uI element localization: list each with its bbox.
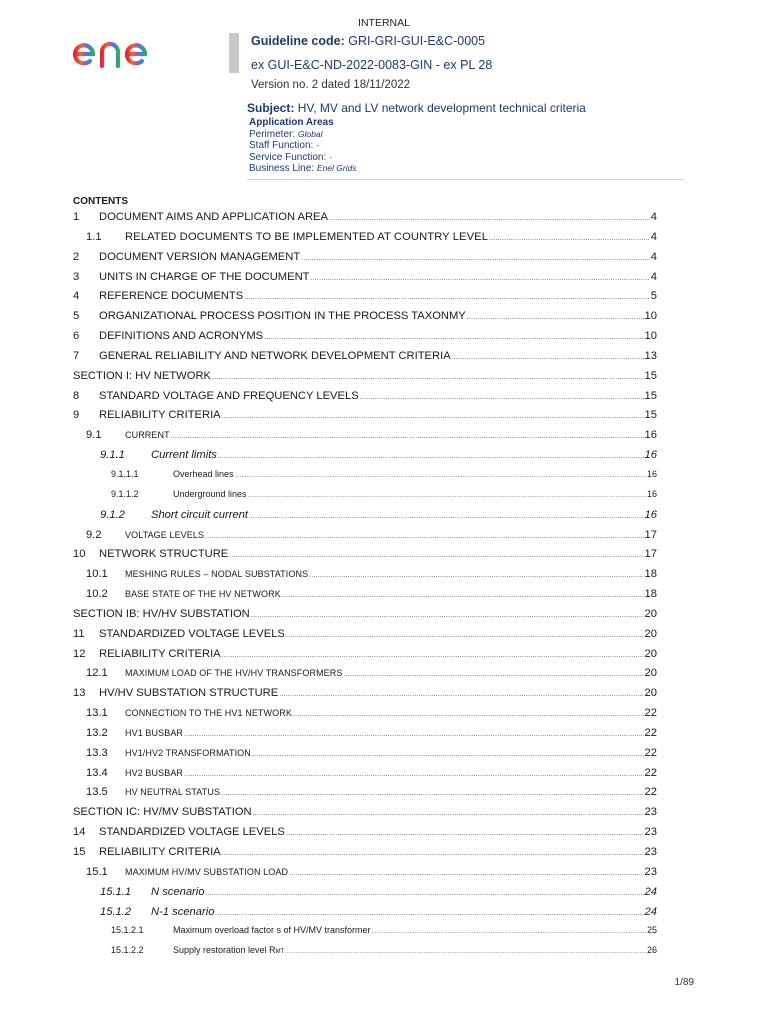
toc-entry-title: SECTION IB: HV/HV SUBSTATION bbox=[73, 607, 250, 620]
toc-leader-dots bbox=[289, 870, 643, 877]
toc-entry-title: NETWORK STRUCTURE bbox=[99, 548, 229, 561]
toc-entry-page: 15 bbox=[644, 409, 657, 422]
toc-entry-number: 13.2 bbox=[86, 726, 108, 739]
toc-entry-page: 24 bbox=[644, 905, 657, 918]
toc-entry-page: 10 bbox=[644, 330, 657, 343]
toc-entry[interactable] bbox=[73, 469, 657, 489]
toc-entry-number: 10.2 bbox=[86, 588, 108, 601]
toc-leader-dots bbox=[218, 453, 644, 460]
toc-entry-page: 4 bbox=[650, 270, 657, 283]
toc-entry-number: 9 bbox=[73, 409, 80, 422]
toc-entry-page: 20 bbox=[644, 607, 657, 620]
toc-leader-dots bbox=[309, 572, 643, 579]
toc-entry-title: HV2 BUSBAR bbox=[125, 767, 184, 778]
toc-entry-number: 12 bbox=[73, 647, 86, 660]
toc-leader-dots bbox=[282, 592, 644, 599]
toc-entry-title: STANDARD VOLTAGE AND FREQUENCY LEVELS bbox=[99, 389, 359, 402]
toc-entry[interactable] bbox=[73, 886, 657, 906]
toc-leader-dots bbox=[329, 215, 650, 222]
subject-line: Subject: HV, MV and LV network development technical criteria bbox=[247, 101, 586, 115]
toc-entry-page: 20 bbox=[644, 647, 657, 660]
toc-entry[interactable] bbox=[73, 786, 657, 806]
classification-label: INTERNAL bbox=[358, 17, 410, 29]
toc-entry-title: CONNECTION TO THE HV1 NETWORK bbox=[125, 708, 292, 719]
toc-entry[interactable] bbox=[73, 429, 657, 449]
toc-entry-number: 9.1.1.2 bbox=[111, 488, 139, 499]
toc-entry[interactable] bbox=[73, 945, 657, 965]
toc-entry-number: 5 bbox=[73, 310, 80, 323]
toc-entry-title: STANDARDIZED VOLTAGE LEVELS bbox=[99, 627, 285, 640]
toc-entry-page: 25 bbox=[646, 925, 657, 936]
toc-leader-dots bbox=[244, 294, 650, 301]
toc-entry-title: SECTION I: HV NETWORK bbox=[73, 369, 211, 382]
toc-entry-number: 9.1 bbox=[86, 429, 102, 442]
toc-entry-title: Underground lines bbox=[173, 488, 247, 499]
service-function-line: Service Function: - bbox=[249, 151, 332, 163]
toc-leader-dots bbox=[171, 433, 644, 440]
toc-entry-title: RELIABILITY CRITERIA bbox=[99, 409, 221, 422]
toc-leader-dots bbox=[248, 493, 646, 499]
toc-leader-dots bbox=[222, 413, 644, 420]
page-number: 1/89 bbox=[674, 977, 694, 988]
toc-entry[interactable] bbox=[73, 568, 657, 588]
toc-entry-page: 22 bbox=[644, 786, 657, 799]
toc-leader-dots bbox=[184, 731, 644, 738]
toc-entry[interactable] bbox=[73, 489, 657, 509]
toc-entry[interactable] bbox=[73, 806, 657, 826]
toc-entry-title: SECTION IC: HV/MV SUBSTATION bbox=[73, 806, 252, 819]
toc-entry-number: 15.1.2.2 bbox=[111, 945, 144, 956]
toc-entry-page: 16 bbox=[644, 508, 657, 521]
toc-entry-number: 13.5 bbox=[86, 786, 108, 799]
toc-entry-number: 9.1.1 bbox=[100, 449, 125, 462]
toc-entry-number: 9.1.1.1 bbox=[111, 468, 139, 479]
toc-entry-page: 4 bbox=[650, 250, 657, 263]
toc-leader-dots bbox=[235, 473, 646, 479]
toc-entry-number: 6 bbox=[73, 330, 80, 343]
toc-entry-page: 4 bbox=[650, 211, 657, 223]
toc-entry[interactable] bbox=[73, 310, 657, 330]
toc-entry-page: 18 bbox=[644, 588, 657, 601]
header-divider bbox=[247, 179, 685, 180]
toc-leader-dots bbox=[279, 691, 643, 698]
toc-entry[interactable] bbox=[73, 687, 657, 707]
toc-entry-page: 22 bbox=[644, 726, 657, 739]
toc-entry-title: CURRENT bbox=[125, 430, 170, 441]
toc-entry-title: STANDARDIZED VOLTAGE LEVELS bbox=[99, 826, 285, 839]
toc-entry[interactable] bbox=[73, 390, 657, 410]
toc-leader-dots bbox=[222, 652, 644, 659]
toc-leader-dots bbox=[249, 513, 644, 520]
toc-leader-dots bbox=[452, 354, 644, 361]
toc-entry[interactable] bbox=[73, 449, 657, 469]
toc-entry-page: 17 bbox=[644, 528, 657, 541]
toc-entry-title: RELATED DOCUMENTS TO BE IMPLEMENTED AT COUNTRY LEVEL bbox=[125, 230, 489, 243]
toc-entry-number: 7 bbox=[73, 349, 80, 362]
toc-entry-number: 11 bbox=[73, 627, 85, 640]
toc-entry-title: MAXIMUM HV/MV SUBSTATION LOAD bbox=[125, 866, 289, 877]
toc-entry[interactable] bbox=[73, 231, 657, 251]
svg-text:enel: enel bbox=[72, 30, 74, 31]
toc-entry-number: 4 bbox=[73, 290, 80, 303]
toc-leader-dots bbox=[215, 910, 643, 917]
toc-entry[interactable] bbox=[73, 648, 657, 668]
toc-entry-page: 26 bbox=[646, 945, 657, 956]
toc-entry-number: 10 bbox=[73, 548, 86, 561]
toc-entry[interactable] bbox=[73, 866, 657, 886]
toc-leader-dots bbox=[360, 394, 644, 401]
toc-entry-title: MAXIMUM LOAD OF THE HV/HV TRANSFORMERS bbox=[125, 668, 343, 679]
header-accent-bar bbox=[229, 33, 239, 73]
toc-entry[interactable] bbox=[73, 906, 657, 926]
toc-entry-page: 23 bbox=[644, 826, 657, 839]
toc-entry-title: ORGANIZATIONAL PROCESS POSITION IN THE PROCESS TAXONMY bbox=[99, 310, 466, 323]
toc-entry-title: RELIABILITY CRITERIA bbox=[99, 846, 221, 858]
toc-entry[interactable] bbox=[73, 548, 657, 568]
toc-leader-dots bbox=[301, 255, 650, 262]
toc-entry-page: 20 bbox=[644, 667, 657, 680]
toc-entry-number: 15.1.2 bbox=[100, 905, 132, 918]
toc-entry-title: GENERAL RELIABILITY AND NETWORK DEVELOPMENT CRITERIA bbox=[99, 349, 451, 362]
toc-entry-page: 23 bbox=[644, 865, 657, 878]
toc-leader-dots bbox=[344, 671, 644, 678]
toc-leader-dots bbox=[293, 711, 644, 718]
toc-entry-number: 15 bbox=[73, 846, 86, 858]
table-of-contents bbox=[73, 211, 657, 965]
toc-leader-dots bbox=[251, 612, 644, 619]
toc-entry[interactable] bbox=[73, 925, 657, 945]
toc-entry-number: 12.1 bbox=[86, 667, 108, 680]
toc-entry-number: 15.1.1 bbox=[100, 885, 132, 898]
toc-entry[interactable] bbox=[73, 588, 657, 608]
toc-entry[interactable] bbox=[73, 767, 657, 787]
toc-leader-dots bbox=[285, 949, 646, 955]
toc-leader-dots bbox=[229, 552, 643, 559]
toc-entry-title: Overhead lines bbox=[173, 468, 234, 479]
toc-entry-title: REFERENCE DOCUMENTS bbox=[99, 290, 244, 303]
toc-leader-dots bbox=[205, 890, 643, 897]
toc-entry-page: 23 bbox=[644, 846, 657, 858]
toc-entry-page: 24 bbox=[644, 885, 657, 898]
contents-heading: CONTENTS bbox=[73, 196, 128, 207]
toc-entry[interactable] bbox=[73, 846, 657, 866]
toc-leader-dots bbox=[252, 751, 644, 758]
enel-logo bbox=[72, 30, 184, 70]
toc-entry[interactable] bbox=[73, 608, 657, 628]
toc-entry-page: 16 bbox=[644, 449, 657, 462]
toc-entry-title: N-1 scenario bbox=[151, 905, 215, 918]
toc-entry[interactable] bbox=[73, 628, 657, 648]
toc-entry-page: 16 bbox=[646, 488, 657, 499]
toc-entry-number: 13 bbox=[73, 687, 86, 700]
toc-leader-dots bbox=[222, 850, 644, 857]
toc-entry[interactable] bbox=[73, 251, 657, 271]
toc-entry[interactable] bbox=[73, 747, 657, 767]
toc-leader-dots bbox=[286, 632, 644, 639]
toc-entry-page: 20 bbox=[644, 627, 657, 640]
toc-entry[interactable] bbox=[73, 826, 657, 846]
toc-entry-number: 13.3 bbox=[86, 746, 108, 759]
business-line: Business Line: Enel Grids bbox=[249, 163, 357, 174]
toc-entry-page: 5 bbox=[650, 290, 657, 303]
toc-leader-dots bbox=[221, 790, 644, 797]
toc-entry-page: 4 bbox=[650, 230, 657, 243]
toc-entry[interactable] bbox=[73, 330, 657, 350]
toc-entry-title: Short circuit current bbox=[151, 508, 248, 521]
toc-entry-title: HV1/HV2 TRANSFORMATION bbox=[125, 747, 251, 758]
toc-entry[interactable] bbox=[73, 667, 657, 687]
toc-leader-dots bbox=[489, 235, 650, 242]
toc-entry-number: 13.1 bbox=[86, 707, 108, 720]
toc-entry-title: Maximum overload factor s of HV/MV transformer bbox=[173, 925, 371, 936]
toc-entry[interactable] bbox=[73, 529, 657, 549]
toc-entry-title: VOLTAGE LEVELS bbox=[125, 529, 205, 540]
toc-entry-number: 13.4 bbox=[86, 766, 108, 779]
toc-entry-number: 8 bbox=[73, 389, 80, 402]
toc-leader-dots bbox=[264, 334, 643, 341]
toc-entry-page: 16 bbox=[644, 429, 657, 442]
toc-entry-number: 14 bbox=[73, 826, 86, 839]
toc-entry-page: 22 bbox=[644, 707, 657, 720]
toc-entry-number: 9.2 bbox=[86, 528, 102, 541]
application-areas-title: Application Areas bbox=[249, 117, 334, 128]
previous-code: ex GUI-E&C-ND-2022-0083-GIN - ex PL 28 bbox=[251, 58, 493, 72]
toc-entry-page: 22 bbox=[644, 766, 657, 779]
toc-entry[interactable] bbox=[73, 727, 657, 747]
toc-entry[interactable] bbox=[73, 350, 657, 370]
toc-entry-title: DEFINITIONS AND ACRONYMS bbox=[99, 330, 264, 343]
toc-entry-title: DOCUMENT VERSION MANAGEMENT bbox=[99, 250, 301, 263]
toc-entry[interactable] bbox=[73, 211, 657, 231]
toc-entry-title: HV/HV SUBSTATION STRUCTURE bbox=[99, 687, 279, 700]
toc-leader-dots bbox=[372, 929, 646, 935]
perimeter-line: Perimeter: Global bbox=[249, 128, 323, 140]
toc-leader-dots bbox=[205, 533, 643, 540]
toc-entry-title: HV1 BUSBAR bbox=[125, 727, 184, 738]
toc-leader-dots bbox=[212, 374, 644, 381]
toc-entry[interactable] bbox=[73, 290, 657, 310]
toc-entry-page: 16 bbox=[646, 468, 657, 479]
toc-entry-page: 18 bbox=[644, 568, 657, 581]
toc-entry-page: 20 bbox=[644, 687, 657, 700]
toc-entry-title: MESHING RULES – NODAL SUBSTATIONS bbox=[125, 569, 309, 580]
toc-entry[interactable] bbox=[73, 370, 657, 390]
toc-entry-title: UNITS IN CHARGE OF THE DOCUMENT bbox=[99, 270, 310, 283]
toc-entry-subscript: MT bbox=[275, 949, 285, 956]
toc-entry-page: 10 bbox=[644, 310, 657, 323]
toc-leader-dots bbox=[184, 771, 644, 778]
toc-entry[interactable] bbox=[73, 409, 657, 429]
toc-entry-page: 13 bbox=[644, 349, 657, 362]
toc-leader-dots bbox=[311, 275, 650, 282]
toc-leader-dots bbox=[253, 810, 644, 817]
toc-entry-title: N scenario bbox=[151, 885, 205, 898]
toc-entry-number: 3 bbox=[73, 270, 80, 283]
toc-entry-number: 10.1 bbox=[86, 568, 108, 581]
toc-entry-page: 17 bbox=[644, 548, 657, 561]
toc-entry-page: 15 bbox=[644, 369, 657, 382]
toc-entry[interactable] bbox=[73, 271, 657, 291]
toc-entry-page: 15 bbox=[644, 389, 657, 402]
guideline-code: Guideline code: GRI-GRI-GUI-E&C-0005 bbox=[251, 34, 486, 48]
toc-entry-title: RELIABILITY CRITERIA bbox=[99, 647, 221, 660]
toc-entry-title: BASE STATE OF THE HV NETWORK bbox=[125, 589, 281, 600]
version-line: Version no. 2 dated 18/11/2022 bbox=[251, 79, 411, 91]
application-areas bbox=[249, 117, 357, 175]
toc-entry-number: 1.1 bbox=[86, 230, 102, 243]
toc-entry-title: Supply restoration level R bbox=[173, 945, 276, 956]
toc-entry-number: 15.1.2.1 bbox=[111, 925, 144, 936]
staff-function-line: Staff Function: - bbox=[249, 140, 319, 151]
toc-entry-number: 1 bbox=[73, 211, 80, 223]
toc-entry-title: HV NEUTRAL STATUS bbox=[125, 787, 221, 798]
toc-entry[interactable] bbox=[73, 707, 657, 727]
toc-entry-number: 15.1 bbox=[86, 865, 108, 878]
toc-entry-number: 9.1.2 bbox=[100, 508, 125, 521]
toc-entry-title: Current limits bbox=[151, 449, 217, 462]
toc-entry-title: DOCUMENT AIMS AND APPLICATION AREA bbox=[99, 211, 328, 223]
toc-entry-page: 23 bbox=[644, 806, 657, 819]
toc-leader-dots bbox=[467, 314, 644, 321]
toc-entry[interactable] bbox=[73, 509, 657, 529]
toc-entry-number: 2 bbox=[73, 250, 80, 263]
toc-leader-dots bbox=[286, 830, 644, 837]
toc-entry-page: 22 bbox=[644, 746, 657, 759]
